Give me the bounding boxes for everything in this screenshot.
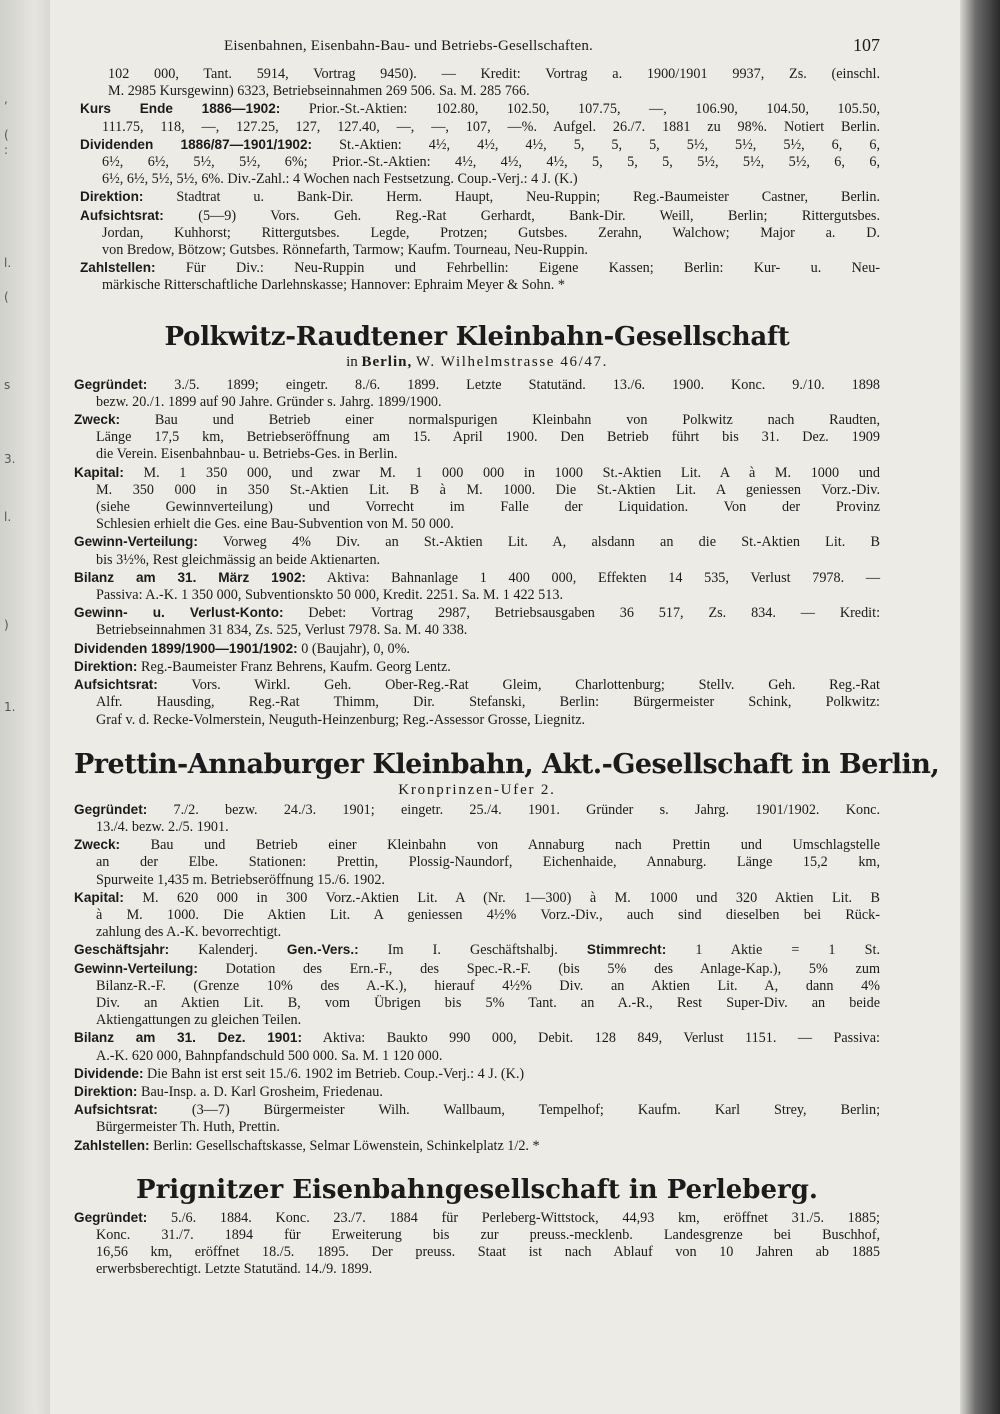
text-line: A.-K. 620 000, Bahnpfandschuld 500 000. Sa. M. 1 120 000. <box>96 1047 443 1064</box>
margin-mark: ( <box>4 290 9 304</box>
margin-mark: 3. <box>4 452 16 466</box>
section-label: Aufsichtsrat: <box>80 207 164 223</box>
section-text: 5./6. 1884. Konc. 23./7. 1884 für Perleberg-Wittstock, 44,93 km, eröffnet 31./5. 1885; <box>170 1209 880 1226</box>
section-label: Kapital: <box>74 889 124 905</box>
text-line: M. 2985 Kursgewinn) 6323, Betriebseinnahmen 269 506. Sa. M. 285 766. <box>108 83 530 100</box>
section-label: Gegründet: <box>74 376 148 392</box>
margin-mark: 1. <box>4 700 16 714</box>
text-line: (siehe Gewinnverteilung) und Vorrecht im Falle der Liquidation. Von der Provinz <box>96 499 880 516</box>
margin-mark: l. <box>4 510 12 524</box>
text-line: 111.75, 118, —, 127.25, 127, 127.40, —, —, 107, —%. Aufgel. 26./7. 1881 zu 98%. Notiert Berlin. <box>102 118 880 135</box>
text-line: Alfr. Hausding, Reg.-Rat Thimm, Dir. Stefanski, Berlin: Bürgermeister Schink, Polkwitz: <box>96 694 880 711</box>
section-text: Prior.-St.-Aktien: 102.80, 102.50, 107.75, —, 106.90, 104.50, 105.50, <box>308 101 880 118</box>
margin-mark: ) <box>4 618 9 632</box>
text-line <box>80 259 880 277</box>
section-text: Bau und Betrieb einer normalspurigen Kleinbahn von Polkwitz nach Raudten, <box>154 412 881 429</box>
section-label: Zweck: <box>74 412 121 428</box>
company-title: Prignitzer Eisenbahngesellschaft in Perleberg. <box>136 1174 818 1205</box>
section-label: Dividenden 1886/87—1901/1902: <box>80 136 313 152</box>
text-line: M. 350 000 in 350 St.-Aktien Lit. B à M. 1000. Die St.-Aktien Lit. A geniessen Vorz.-Div. <box>96 481 880 498</box>
section-label: Gewinn- u. Verlust-Konto: <box>74 605 284 621</box>
text-line <box>80 136 880 154</box>
section-label: Gewinn-Verteilung: <box>74 960 198 976</box>
text-line <box>74 464 880 482</box>
section-text: St.-Aktien: 4½, 4½, 4½, 5, 5, 5, 5½, 5½, 5½, 6, 6, <box>339 136 881 153</box>
text-line: Bilanz-R.-F. (Grenze 10% des A.-K.), hierauf 4½% Div. an Aktien Lit. A, dann 4% <box>96 977 880 994</box>
text-line: Div. an Aktien Lit. B, vom Übrigen bis 5% Tant. an A.-R., Rest Super-Div. an beide <box>96 994 880 1011</box>
text-line: Länge 17,5 km, Betriebseröffnung am 15. April 1900. Den Betrieb führt bis 31. Dez. 1909 <box>96 429 880 446</box>
section-text: 0 (Baujahr), 0, 0%. <box>301 640 410 657</box>
company-entry-prignitzer <box>74 1209 880 1279</box>
company-title: Polkwitz-Raudtener Kleinbahn-Gesellschaft <box>164 321 790 352</box>
section-label: Dividenden 1899/1900—1901/1902: <box>74 640 298 656</box>
text-line <box>80 188 880 206</box>
text-line <box>74 604 880 622</box>
text-line: Konc. 31./7. 1894 für Erweiterung bis zur preuss.-mecklenb. Landesgrenze bei Buschhof, <box>96 1226 880 1243</box>
section-text: M. 1 350 000, und zwar M. 1 000 000 in 1000 St.-Aktien Lit. A à M. 1000 und <box>143 464 880 481</box>
text-line <box>74 1209 880 1227</box>
subtitle-in: in <box>346 353 358 370</box>
text-line <box>74 1101 880 1119</box>
text-line: Jordan, Kuhhorst; Rittergutsbes. Legde, Protzen; Gutsbes. Zerahn, Walchow; Major a. D. <box>102 224 880 241</box>
section-label: Direktion: <box>80 189 144 205</box>
subtitle-address: W. Wilhelmstrasse 46/47. <box>415 353 608 370</box>
section-text: (5—9) Vors. Geh. Reg.-Rat Gerhardt, Bank-Dir. Weill, Berlin; Rittergutsbes. <box>198 207 880 224</box>
company-subtitle <box>74 352 880 372</box>
text-line <box>74 533 880 551</box>
text-line: von Bredow, Bötzow; Gutsbes. Rönnefarth, Tarmow; Kaufm. Tourneau, Neu-Ruppin. <box>102 242 588 259</box>
text-line <box>74 1083 880 1101</box>
section-label: Direktion: <box>74 658 138 674</box>
section-text: 1 Aktie = 1 St. <box>695 942 881 959</box>
section-text: Reg.-Baumeister Franz Behrens, Kaufm. Georg Lentz. <box>141 658 451 675</box>
text-line <box>74 1065 880 1083</box>
section-label: Zahlstellen: <box>80 260 156 276</box>
section-text: Vors. Wirkl. Geh. Ober-Reg.-Rat Gleim, Charlottenburg; Stellv. Geh. Reg.-Rat <box>191 677 880 694</box>
text-line <box>74 1137 880 1155</box>
text-line <box>74 836 880 854</box>
section-label: Gegründet: <box>74 801 148 817</box>
text-line <box>74 960 880 978</box>
section-text: Vorweg 4% Div. an St.-Aktien Lit. A, alsdann an die St.-Aktien Lit. B <box>222 534 880 551</box>
section-label: Dividende: <box>74 1065 144 1081</box>
section-text: Für Div.: Neu-Ruppin und Fehrbellin: Eigene Kassen; Berlin: Kur- u. Neu- <box>185 260 881 277</box>
section-label: Aufsichtsrat: <box>74 1102 158 1118</box>
text-line: zahlung des A.-K. bevorrechtigt. <box>96 924 282 941</box>
section-label: Gegründet: <box>74 1209 148 1225</box>
section-text: Im I. Geschäftshalbj. <box>387 942 558 959</box>
text-line: Bürgermeister Th. Huth, Prettin. <box>96 1119 280 1136</box>
text-line: 6½, 6½, 5½, 5½, 6%. Div.-Zahl.: 4 Wochen nach Festsetzung. Coup.-Verj.: 4 J. (K.) <box>102 171 578 188</box>
text-line <box>74 658 880 676</box>
text-line <box>74 801 880 819</box>
section-text: Aktiva: Baukto 990 000, Debit. 128 849, Verlust 1151. — Passiva: <box>322 1030 881 1047</box>
text-line: die Verein. Eisenbahnbau- u. Betriebs-Ges. in Berlin. <box>96 446 398 463</box>
text-line: à M. 1000. Die Aktien Lit. A geniessen 4½% Vorz.-Div., auch sind dieselben bei Rück- <box>96 906 880 923</box>
text-line: Graf v. d. Recke-Volmerstein, Neuguth-Heinzenburg; Reg.-Assessor Grosse, Liegnitz. <box>96 711 586 728</box>
text-line <box>80 207 880 225</box>
company-entry-prettin <box>74 801 880 1155</box>
text-line <box>74 569 880 587</box>
text-line: märkische Ritterschaftliche Darlehnskasse; Hannover: Ephraim Meyer & Sohn. * <box>102 277 565 294</box>
section-text: Die Bahn ist erst seit 15./6. 1902 im Betrieb. Coup.-Verj.: 4 J. (K.) <box>147 1065 525 1082</box>
company-entry-polkwitz <box>74 376 880 729</box>
margin-mark: , <box>4 92 8 106</box>
text-line <box>74 1029 880 1047</box>
text-line: 13./4. bezw. 2./5. 1901. <box>96 818 229 835</box>
text-line <box>74 640 880 658</box>
section-text: Bau-Insp. a. D. Karl Grosheim, Friedenau. <box>141 1083 383 1100</box>
text-line: 102 000, Tant. 5914, Vortrag 9450). — Kredit: Vortrag a. 1900/1901 9937, Zs. (einschl. <box>108 66 880 82</box>
section-text: 3./5. 1899; eingetr. 8./6. 1899. Letzte Statutänd. 13./6. 1900. Konc. 9./10. 1898 <box>174 376 881 393</box>
section-text: (3—7) Bürgermeister Wilh. Wallbaum, Tempelhof; Kaufm. Karl Strey, Berlin; <box>191 1102 881 1119</box>
text-line <box>74 411 880 429</box>
text-line <box>80 100 880 118</box>
text-line: Aktiengattungen zu gleichen Teilen. <box>96 1012 302 1029</box>
text-line: Spurweite 1,435 m. Betriebseröffnung 15./6. 1902. <box>96 871 385 888</box>
section-label: Kurs Ende 1886—1902: <box>80 101 281 117</box>
text-line <box>74 941 880 959</box>
text-line <box>74 889 880 907</box>
text-line: 6½, 6½, 5½, 5½, 6%; Prior.-St.-Aktien: 4½, 4½, 4½, 5, 5, 5, 5½, 5½, 5½, 6, 6, <box>102 154 880 171</box>
margin-mark: l. <box>4 256 12 270</box>
text-line: Betriebseinnahmen 31 834, Zs. 525, Verlust 7978. Sa. M. 40 338. <box>96 622 468 639</box>
company-title: Prettin-Annaburger Kleinbahn, Akt.-Gesellschaft in Berlin, <box>74 748 940 780</box>
section-text: Debet: Vortrag 2987, Betriebsausgaben 36 517, Zs. 834. — Kredit: <box>308 605 881 622</box>
section-label: Gewinn-Verteilung: <box>74 534 198 550</box>
section-text: Aktiva: Bahnanlage 1 400 000, Effekten 14 535, Verlust 7978. — <box>326 569 881 586</box>
section-text: Berlin: Gesellschaftskasse, Selmar Löwenstein, Schinkelplatz 1/2. * <box>153 1137 540 1154</box>
section-label: Bilanz am 31. Dez. 1901: <box>74 1030 303 1046</box>
section-text: Kalenderj. <box>198 942 258 959</box>
section-label: Gen.-Vers.: <box>286 942 359 958</box>
page-number: 107 <box>853 35 880 55</box>
section-text: 7./2. bezw. 24./3. 1901; eingetr. 25./4. 1901. Gründer s. Jahrg. 1901/1902. Konc. <box>173 801 881 818</box>
section-text: Dotation des Ern.-F., des Spec.-R.-F. (bis 5% des Anlage-Kap.), 5% zum <box>225 960 880 977</box>
left-page-margin <box>0 0 50 1414</box>
text-line: Passiva: A.-K. 1 350 000, Subventionskto 50 000, Kredit. 2251. Sa. M. 1 422 513. <box>96 587 564 604</box>
text-line: bezw. 20./1. 1899 auf 90 Jahre. Gründer s. Jahrg. 1899/1900. <box>96 393 442 410</box>
page-header <box>74 35 880 66</box>
text-line: bis 3½%, Rest gleichmässig an beide Aktienarten. <box>96 551 381 568</box>
section-label: Zahlstellen: <box>74 1137 150 1153</box>
section-label: Stimmrecht: <box>586 942 667 958</box>
section-label: Kapital: <box>74 464 124 480</box>
text-line: an der Elbe. Stationen: Prettin, Plossig-Naundorf, Eichenhaide, Annaburg. Länge 15,2 km, <box>96 854 880 871</box>
section-label: Bilanz am 31. März 1902: <box>74 569 306 585</box>
section-label: Geschäftsjahr: <box>74 942 170 958</box>
section-text: Stadtrat u. Bank-Dir. Herm. Haupt, Neu-Ruppin; Reg.-Baumeister Castner, Berlin. <box>176 189 880 206</box>
margin-mark: ( <box>4 128 9 142</box>
section-text: Bau und Betrieb einer Kleinbahn von Annaburg nach Prettin und Umschlagstelle <box>150 837 881 854</box>
section-label: Direktion: <box>74 1083 138 1099</box>
margin-mark: : <box>4 143 9 157</box>
text-line <box>74 376 880 394</box>
margin-mark: s <box>4 378 11 392</box>
previous-entry-continuation <box>80 66 880 295</box>
section-label: Aufsichtsrat: <box>74 677 158 693</box>
section-text: M. 620 000 in 300 Vorz.-Aktien Lit. A (Nr. 1—300) à M. 1000 und 320 Aktien Lit. B <box>142 889 880 906</box>
running-title: Eisenbahnen, Eisenbahn-Bau- und Betriebs-Gesellschaften. <box>224 38 594 54</box>
text-line <box>74 676 880 694</box>
subtitle-city: Berlin, <box>361 353 413 370</box>
text-line: erwerbsberechtigt. Letzte Statutänd. 14./9. 1899. <box>96 1261 373 1278</box>
page-edge-shadow <box>960 0 1000 1414</box>
text-line: 16,56 km, eröffnet 18./5. 1895. Der preuss. Staat ist nach Ablauf von 10 Jahren ab 1885 <box>96 1244 880 1261</box>
page-content <box>74 35 940 1279</box>
company-subtitle: Kronprinzen-Ufer 2. <box>398 781 556 798</box>
text-line: Schlesien erhielt die Ges. eine Bau-Subvention von M. 50 000. <box>96 516 454 533</box>
section-label: Zweck: <box>74 837 121 853</box>
